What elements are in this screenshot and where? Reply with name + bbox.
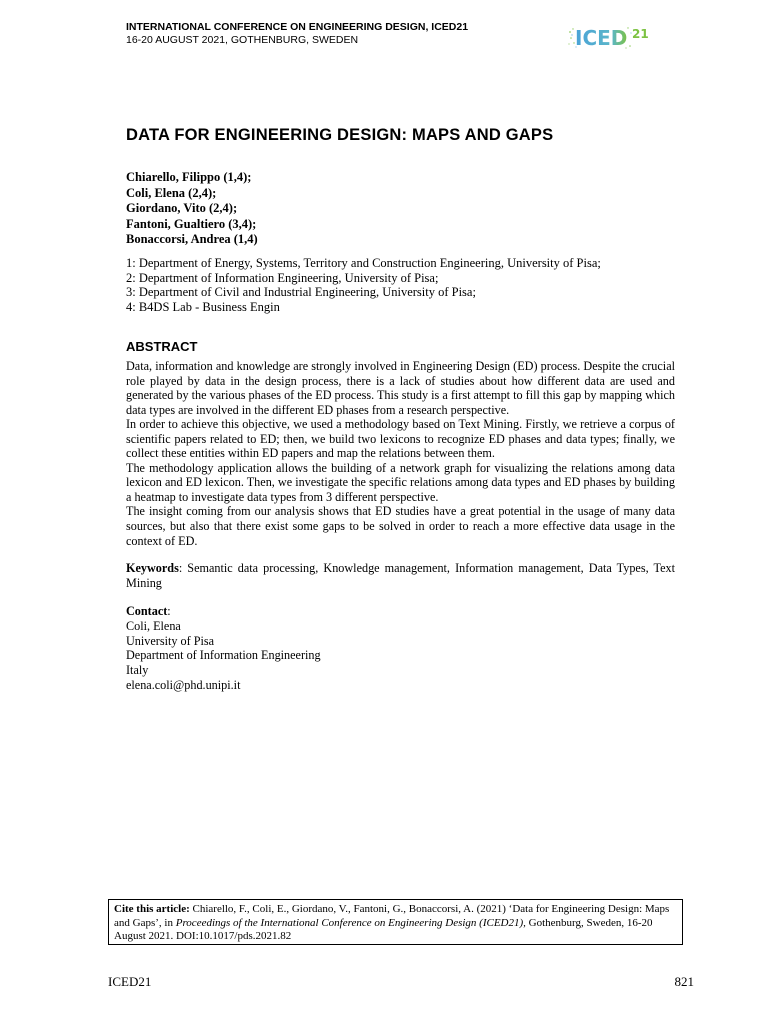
contact-label: Contact: [126, 604, 168, 618]
affiliation: 4: B4DS Lab - Business Engin: [126, 299, 280, 314]
paper-title: DATA FOR ENGINEERING DESIGN: MAPS AND GAPS: [126, 126, 554, 144]
svg-text:21: 21: [632, 27, 649, 41]
keywords: [126, 561, 675, 591]
abstract-paragraph: Data, information and knowledge are strongly involved in Engineering Design (ED) process. Despite the crucial role played by data in the design process, there is a lack of studies about how different data are used and generated by the various phases of the ED process. This study is a first attempt to fill this gap by mapping which data types are involved in the different ED phases from a research perspective.: [126, 359, 675, 417]
conference-name: INTERNATIONAL CONFERENCE ON ENGINEERING DESIGN, ICED21: [126, 21, 469, 33]
abstract-heading: ABSTRACT: [126, 339, 198, 354]
cite-proceedings: Proceedings of the International Conference on Engineering Design (ICED21),: [175, 916, 526, 929]
contact-colon: :: [167, 604, 171, 618]
conference-header: [126, 21, 468, 47]
contact-name: Coli, Elena: [126, 618, 181, 633]
conference-dates: 16-20 AUGUST 2021, GOTHENBURG, SWEDEN: [126, 34, 359, 46]
contact-department: Department of Information Engineering: [126, 648, 321, 663]
contact-country: Italy: [126, 663, 149, 678]
page-number: 821: [674, 974, 694, 989]
abstract-paragraph: In order to achieve this objective, we used a methodology based on Text Mining. Firstly, we retrieve a corpus of scientific papers related to ED; then, we build two lexicons to recognize ED phases and data types; finally, we collect these entities within ED papers and map the relations between them.: [126, 417, 675, 461]
keywords-label: Keywords: [126, 561, 179, 575]
svg-text:ICED: ICED: [575, 26, 628, 50]
author: Coli, Elena (2,4);: [126, 185, 217, 200]
keywords-text: : Semantic data processing, Knowledge management, Information management, Data Types, Text Mining: [126, 561, 675, 590]
footer-conference: ICED21: [108, 974, 152, 989]
abstract-body: [126, 359, 675, 548]
citation-box: [108, 899, 683, 945]
affiliation-list: [126, 256, 601, 314]
iced21-logo: [568, 24, 652, 50]
cite-text: Chiarello, F., Coli, E., Giordano, V., Fantoni, G., Bonaccorsi, A. (2021) ‘Data for Engineering Design: Maps and Gaps’, in: [114, 903, 670, 929]
contact-university: University of Pisa: [126, 633, 215, 648]
author: Fantoni, Gualtiero (3,4);: [126, 216, 257, 231]
contact-block: [126, 604, 321, 693]
cite-text-end: Gothenburg, Sweden, 16-20 August 2021. DOI:10.1017/pds.2021.82: [114, 916, 653, 943]
abstract-paragraph: The methodology application allows the building of a network graph for visualizing the relations among data lexicon and ED lexicon. Then, we investigate the specific relations among data types and ED phases by building a heatmap to investigate data types from 3 different perspective.: [126, 460, 675, 504]
affiliation: 2: Department of Information Engineering, University of Pisa;: [126, 270, 439, 285]
author: Chiarello, Filippo (1,4);: [126, 170, 252, 184]
affiliation: 3: Department of Civil and Industrial Engineering, University of Pisa;: [126, 285, 476, 299]
author: Bonaccorsi, Andrea (1,4): [126, 232, 258, 246]
affiliation: 1: Department of Energy, Systems, Territory and Construction Engineering, University of Pisa;: [126, 256, 601, 270]
abstract-paragraph: The insight coming from our analysis shows that ED studies have a great potential in the usage of many data sources, but also that there exist some gaps to be solved in order to reach a more effective data usage in the context of ED.: [126, 504, 675, 548]
contact-email: elena.coli@phd.unipi.it: [126, 677, 241, 692]
cite-label: Cite this article:: [114, 903, 190, 915]
author: Giordano, Vito (2,4);: [126, 201, 238, 215]
author-list: [126, 170, 258, 248]
